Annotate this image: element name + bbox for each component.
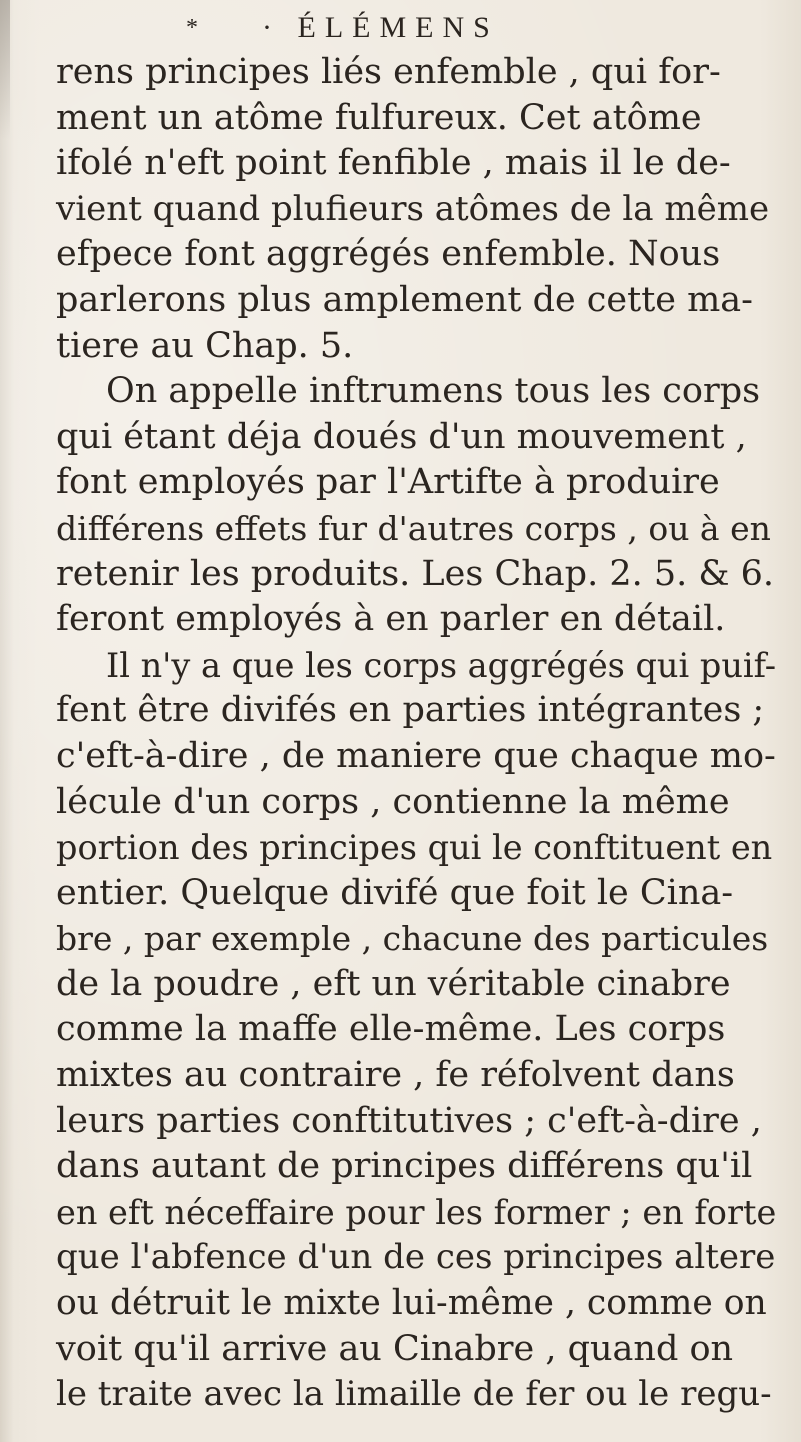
text-line: efpece font aggrégés enfemble. Nous xyxy=(56,234,721,275)
text-line: entier. Quelque divifé que foit le Cina- xyxy=(56,872,734,913)
text-line: que l'abfence d'un de ces principes altere xyxy=(56,1237,776,1278)
running-header xyxy=(186,6,626,50)
text-line: de la poudre , eft un véritable cinabre xyxy=(56,963,731,1004)
text-line: tiere au Chap. 5. xyxy=(56,325,354,366)
text-line: le traite avec la limaille de fer ou le regu- xyxy=(56,1374,772,1415)
text-line: ifolé n'eft point fenfible , mais il le de- xyxy=(56,143,731,184)
text-line: dans autant de principes différens qu'il xyxy=(56,1146,753,1187)
running-title: · ÉLÉMENS xyxy=(262,11,499,44)
text-line: parlerons plus amplement de cette ma- xyxy=(56,279,753,320)
text-line: feront employés à en parler en détail. xyxy=(56,599,726,640)
text-line: différens effets fur d'autres corps , ou à en xyxy=(56,508,771,548)
text-line: ment un atôme fulfureux. Cet atôme xyxy=(56,97,702,138)
text-line: vient quand plufieurs atômes de la même xyxy=(56,188,770,229)
paragraph-start: Il n'y a que les corps aggrégés qui puif- xyxy=(106,645,777,685)
text-line: font employés par l'Artifte à produire xyxy=(56,462,720,503)
text-line: comme la maffe elle-même. Les corps xyxy=(56,1009,726,1050)
text-line: retenir les produits. Les Chap. 2. 5. & 6. xyxy=(56,553,775,594)
body-text xyxy=(56,50,776,1418)
signature-mark: * xyxy=(186,15,198,41)
text-line: portion des principes qui le conftituent en xyxy=(56,828,773,868)
text-line: voit qu'il arrive au Cinabre , quand on xyxy=(56,1328,734,1369)
paragraph-start: On appelle inftrumens tous les corps xyxy=(106,371,761,412)
text-line: lécule d'un corps , contienne la même xyxy=(56,781,730,822)
text-line: qui étant déja doués d'un mouvement , xyxy=(56,416,747,457)
text-line: ou détruit le mixte lui-même , comme on xyxy=(56,1283,767,1324)
text-line: rens principes liés enfemble , qui for- xyxy=(56,52,721,92)
text-line: mixtes au contraire , fe réfolvent dans xyxy=(56,1055,735,1096)
text-line: c'eft-à-dire , de maniere que chaque mo- xyxy=(56,735,776,776)
text-line: bre , par exemple , chacune des particules xyxy=(56,919,769,959)
text-line: en eft néceffaire pour les former ; en forte xyxy=(56,1192,777,1232)
page-edge-shadow xyxy=(0,0,10,140)
text-line: fent être divifés en parties intégrantes ; xyxy=(56,690,765,731)
text-line: leurs parties conftitutives ; c'eft-à-dire , xyxy=(56,1100,762,1141)
